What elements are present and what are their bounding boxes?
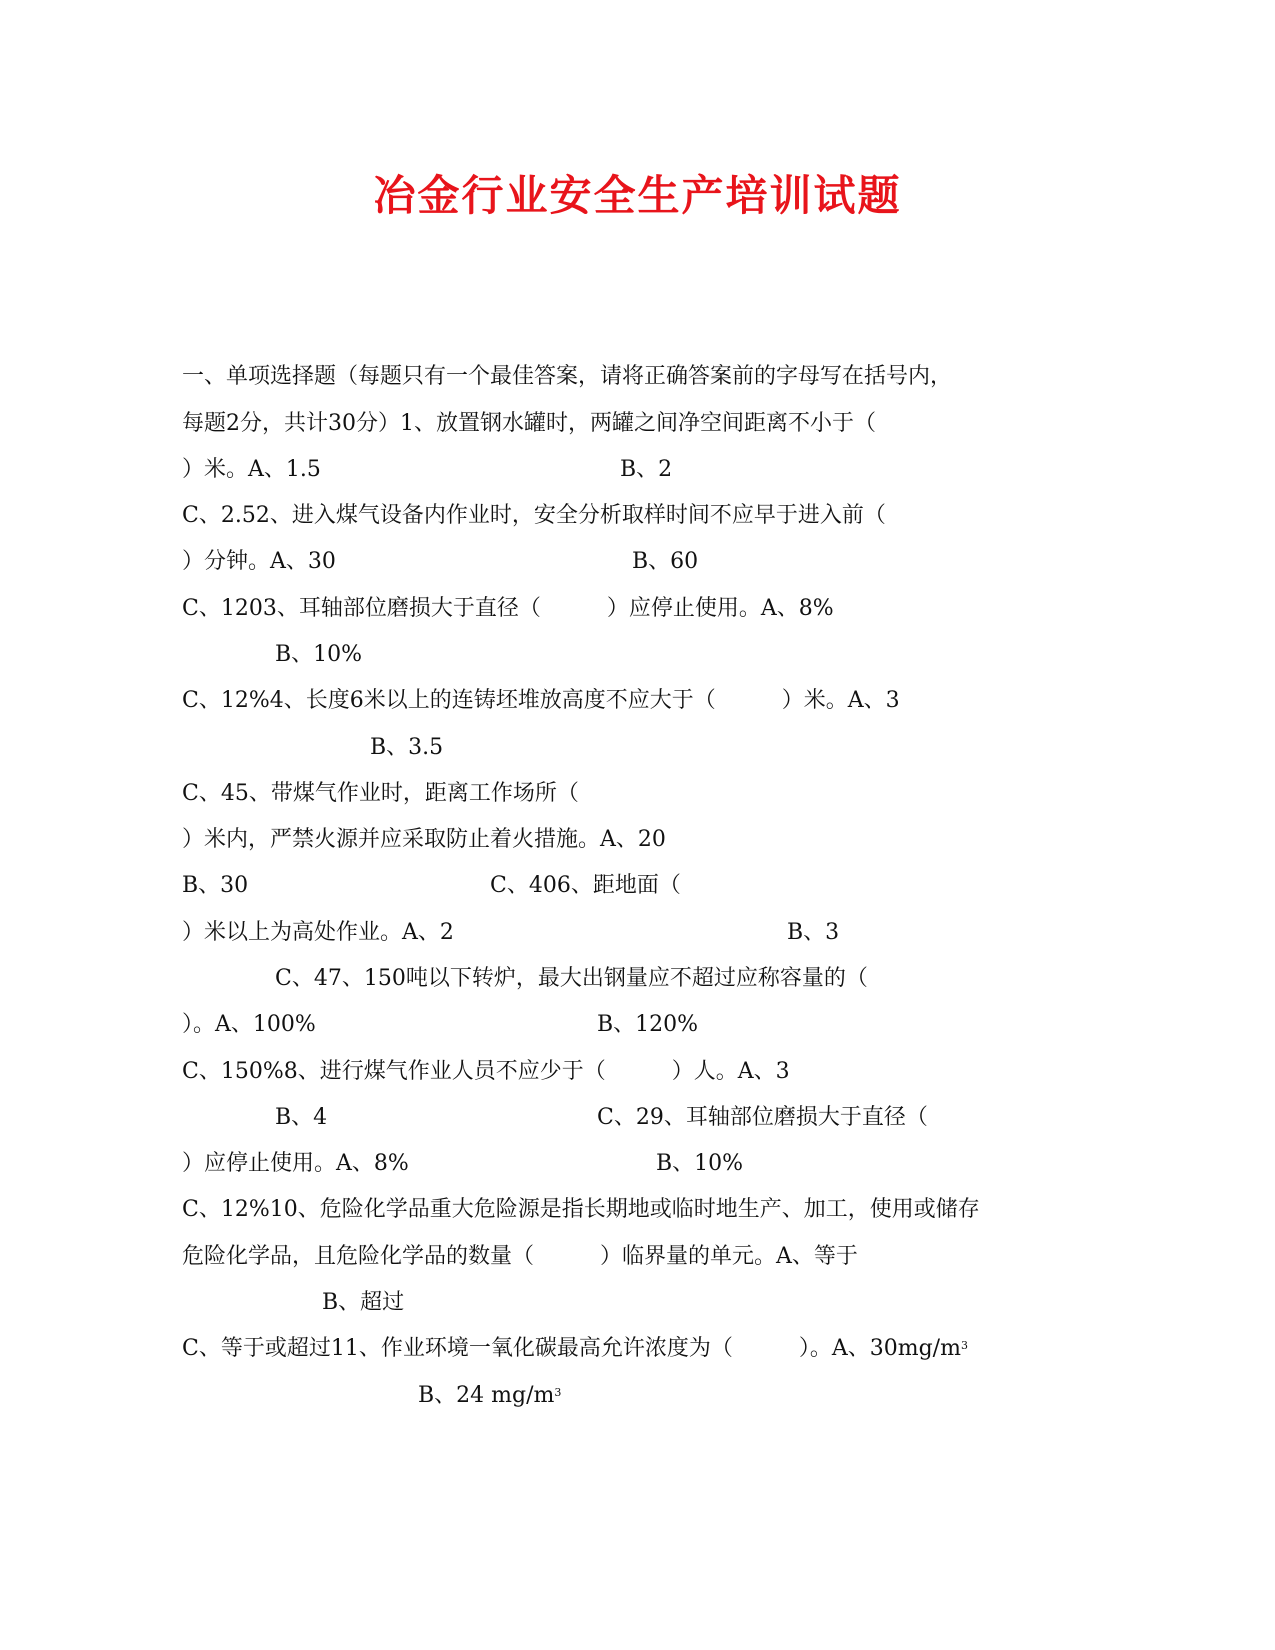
document-title: 冶金行业安全生产培训试题 [373, 171, 902, 220]
text-line [182, 1334, 968, 1364]
text-line: B、10% [275, 642, 363, 667]
text-line [418, 1381, 561, 1411]
text-line: C、12%10、危险化学品重大危险源是指长期地或临时地生产、加工，使用或储存 [182, 1197, 980, 1222]
text-line: C、1203、耳轴部位磨损大于直径（ ）应停止使用。A、8% [182, 596, 834, 621]
text-line: 一、单项选择题（每题只有一个最佳答案，请将正确答案前的字母写在括号内， [182, 364, 953, 389]
text-line: C、150%8、进行煤气作业人员不应少于（ ）人。A、3 [182, 1059, 790, 1084]
text-line: C、2.52、进入煤气设备内作业时，安全分析取样时间不应早于进入前（ [182, 503, 886, 528]
text-line: B、2 [620, 457, 673, 482]
text-segment: C、等于或超过11、作业环境一氧化碳最高允许浓度为（ ）。A、30mg/m [182, 1336, 961, 1361]
text-line: B、3.5 [370, 735, 444, 760]
text-line: 危险化学品，且危险化学品的数量（ ）临界量的单元。A、等于 [182, 1244, 858, 1269]
superscript: 3 [554, 1386, 562, 1399]
text-line: B、3 [787, 920, 840, 945]
text-line: B、超过 [322, 1290, 405, 1315]
text-line: C、29、耳轴部位磨损大于直径（ [597, 1105, 928, 1130]
superscript: 3 [960, 1339, 968, 1352]
text-segment: B、24 mg/m [418, 1383, 555, 1408]
text-line: ）米内，严禁火源并应采取防止着火措施。A、20 [182, 827, 666, 852]
text-line: ）分钟。A、30 [182, 549, 336, 574]
text-line: ）米。A、1.5 [182, 457, 321, 482]
text-line: ）应停止使用。A、8% [182, 1151, 409, 1176]
text-line: C、47、150吨以下转炉，最大出钢量应不超过应称容量的（ [275, 966, 868, 991]
text-line: C、406、距地面（ [490, 873, 681, 898]
text-line: 每题2分，共计30分）1、放置钢水罐时，两罐之间净空间距离不小于（ [182, 411, 876, 436]
text-line: B、4 [275, 1105, 328, 1130]
text-line: C、45、带煤气作业时，距离工作场所（ [182, 781, 579, 806]
text-line: B、10% [656, 1151, 744, 1176]
text-line: B、30 [182, 873, 249, 898]
text-line: B、120% [597, 1012, 699, 1037]
text-line: B、60 [632, 549, 699, 574]
text-line: ）。A、100% [182, 1012, 316, 1037]
text-line: ）米以上为高处作业。A、2 [182, 920, 454, 945]
text-line: C、12%4、长度6米以上的连铸坯堆放高度不应大于（ ）米。A、3 [182, 688, 900, 713]
